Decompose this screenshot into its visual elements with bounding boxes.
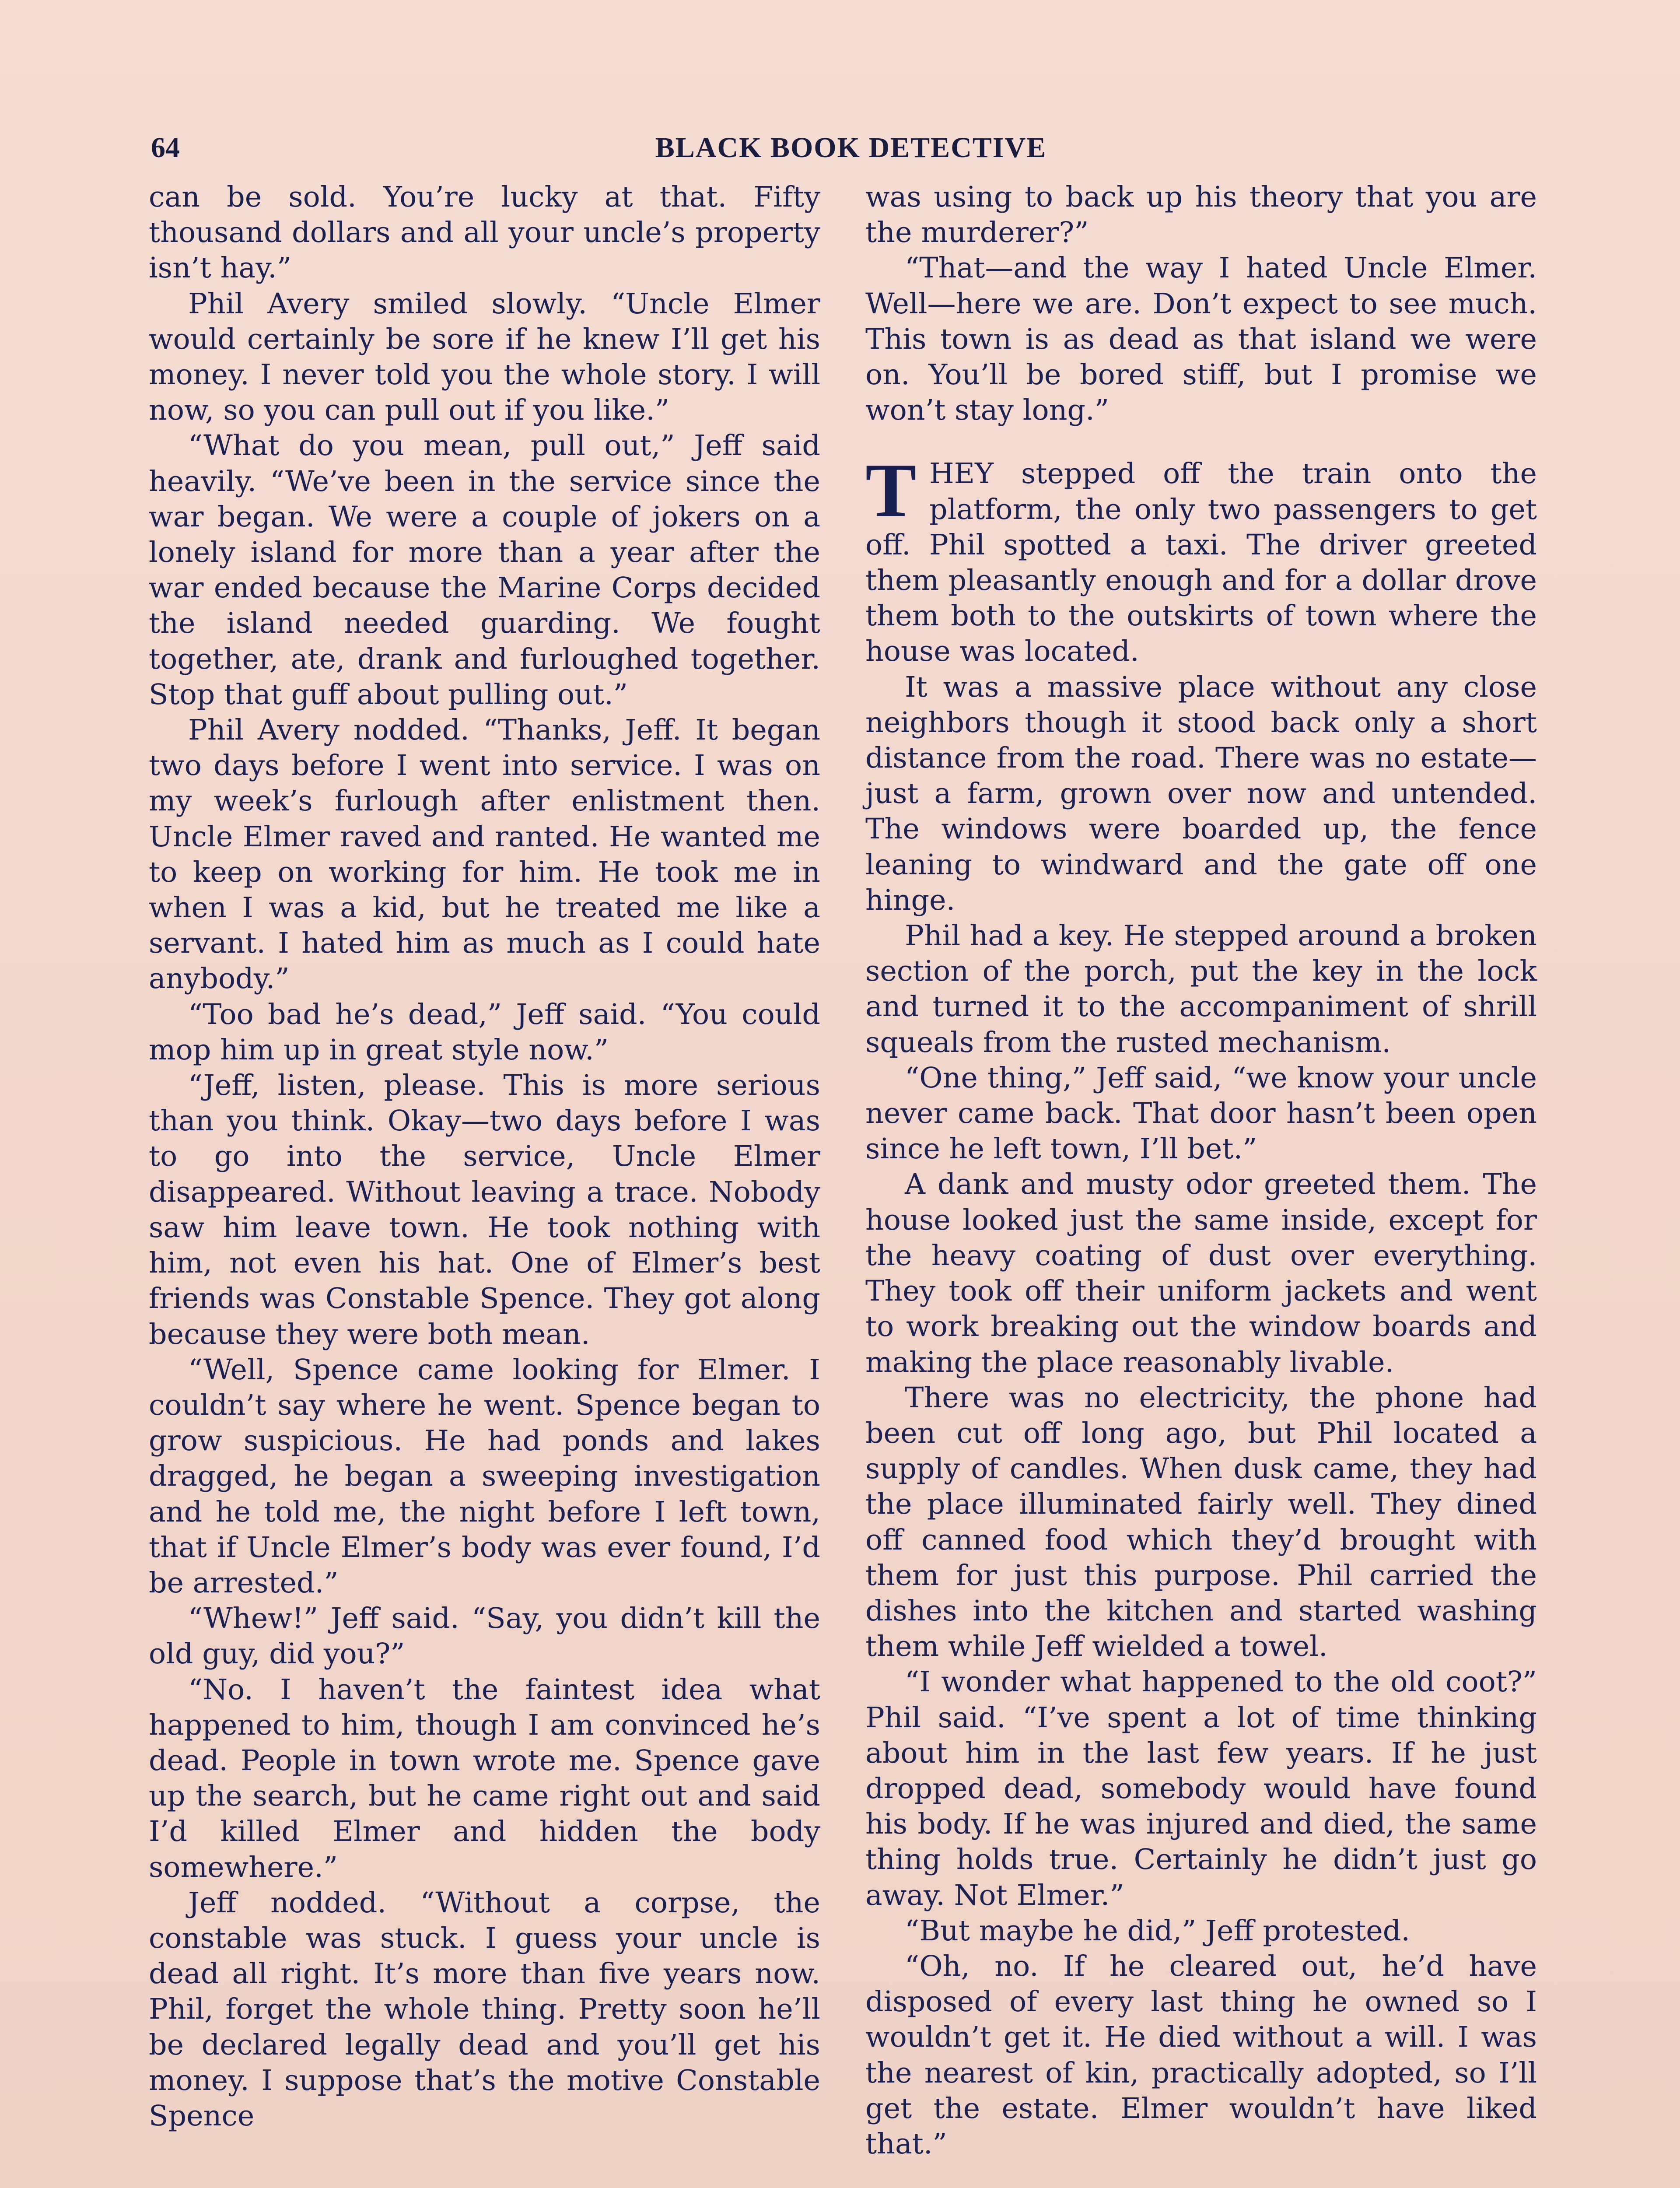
paragraph: “But maybe he did,” Jeff protested. [905,1914,1410,1947]
paragraph: “Whew!” Jeff said. “Say, you didn’t kill the old guy, did you?” [149,1602,820,1671]
paragraph: “What do you mean, pull out,” Jeff said heavily. “We’ve been in the service since the war began. We were a couple of jokers on a lonely island for more than a year after the war ended because the Marine Corps decided the island needed guarding. We fought together, ate, drank and furloughed together. Stop that guff about pulling out.” [149,429,820,711]
paragraph: “I wonder what happened to the old coot?” Phil said. “I’ve spent a lot of time thinking about him in the last few years. If he just dropped dead, somebody would have found his body. If he was injured and died, the same thing holds true. Certainly he didn’t just go away. Not Elmer.” [865,1666,1537,1912]
paragraph: “Well, Spence came looking for Elmer. I couldn’t say where he went. Spence began to grow suspicious. He had ponds and lakes dragged, he began a sweeping investigation and he told me, the night before I left town, that if Uncle Elmer’s body was ever found, I’d be arrested.” [149,1353,820,1599]
paragraph: Phil had a key. He stepped around a broken section of the porch, put the key in the lock and turned it to the accompaniment of shrill squeals from the rusted mechanism. [865,919,1537,1059]
paragraph: Phil Avery smiled slowly. “Uncle Elmer would certainly be sore if he knew I’ll get his money. I never told you the whole story. I will now, so you can pull out if you like.” [149,287,820,427]
paragraph: Jeff nodded. “Without a corpse, the constable was stuck. I guess your uncle is dead all right. It’s more than five years now. Phil, forget the whole thing. Pretty soon he’ll be declared legally dead and you’ll get his money. I suppose that’s the motive Constable Spence [149,1886,820,2132]
paragraph: “One thing,” Jeff said, “we know your uncle never came back. That door hasn’t been open since he left town, I’ll bet.” [865,1061,1537,1166]
paragraph: There was no electricity, the phone had been cut off long ago, but Phil located a supply of candles. When dusk came, they had the place illuminated fairly well. They dined off canned food which they’d brought with them for just this purpose. Phil carried the dishes into the kitchen and started washing them while Jeff wielded a towel. [865,1381,1537,1663]
drop-cap-paragraph-text: HEY stepped off the train onto the platform, the only two passengers to get off. Phil spotted a taxi. The driver greeted them pleasantly enough and for a dollar drove them both to the outskirts of town where the house was located. [865,457,1537,668]
left-column [149,179,820,2134]
journal-title: BLACK BOOK DETECTIVE [655,132,1047,164]
paragraph: “Oh, no. If he cleared out, he’d have disposed of every last thing he owned so I wouldn’t get it. He died without a will. I was the nearest of kin, practically adopted, so I’ll get the estate. Elmer wouldn’t have liked that.” [865,1950,1537,2160]
drop-cap: T [865,448,917,533]
paragraph: “No. I haven’t the faintest idea what happened to him, though I am convinced he’s dead. People in town wrote me. Spence gave up the search, but he came right out and said I’d killed Elmer and hidden the body somewhere.” [149,1673,820,1884]
paragraph: A dank and musty odor greeted them. The house looked just the same inside, except for the heavy coating of dust over everything. They took off their uniform jackets and went to work breaking out the window boards and making the place reasonably livable. [865,1168,1537,1379]
paragraph: “Jeff, listen, please. This is more serious than you think. Okay—two days before I was to go into the service, Uncle Elmer disappeared. Without leaving a trace. Nobody saw him leave town. He took nothing with him, not even his hat. One of Elmer’s best friends was Constable Spence. They got along because they were both mean. [149,1069,820,1351]
paragraph: It was a massive place without any close neighbors though it stood back only a short distance from the road. There was no estate—just a farm, grown over now and untended. The windows were boarded up, the fence leaning to windward and the gate off one hinge. [865,670,1537,917]
paragraph: can be sold. You’re lucky at that. Fifty thousand dollars and all your uncle’s property isn’t hay.” [149,181,820,285]
running-head [151,131,1551,171]
right-column [865,179,1537,2162]
section-opening-paragraph [865,448,1537,669]
paragraph: was using to back up his theory that you are the murderer?” [865,181,1537,249]
paragraph: “That—and the way I hated Uncle Elmer. Well—here we are. Don’t expect to see much. This town is as dead as that island we were on. You’ll be bored stiff, but I promise we won’t stay long.” [865,252,1537,427]
page-number: 64 [151,132,180,164]
paragraph: Phil Avery nodded. “Thanks, Jeff. It began two days before I went into service. I was on my week’s furlough after enlistment then. Uncle Elmer raved and ranted. He wanted me to keep on working for him. He took me in when I was a kid, but he treated me like a servant. I hated him as much as I could hate anybody.” [149,714,820,996]
paragraph: “Too bad he’s dead,” Jeff said. “You could mop him up in great style now.” [149,998,820,1066]
